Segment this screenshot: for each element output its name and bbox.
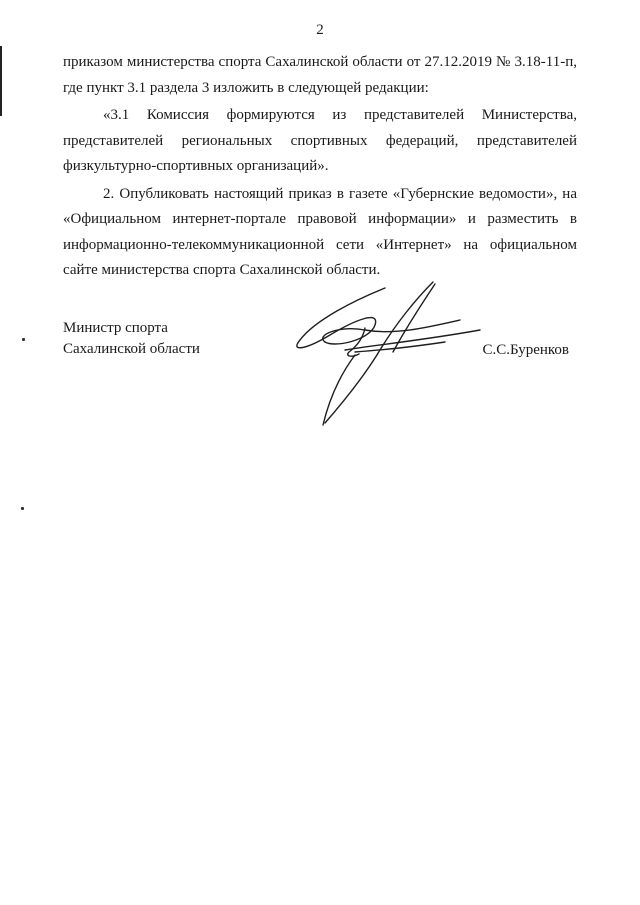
paragraph-publication-order: 2. Опубликовать настоящий приказ в газете «Губернские ведомости», на «Официальном интернет-портале правовой информации» и разместить в информационно-телекоммуникационной сети «Интернет» на официальном сайте министерства спорта Сахалинской области. <box>63 185 577 278</box>
signer-title <box>63 318 200 360</box>
signature-block <box>63 318 577 438</box>
scan-speck <box>22 338 25 341</box>
signer-name: С.С.Буренков <box>482 342 569 358</box>
scan-margin-mark <box>0 46 2 116</box>
handwritten-signature <box>285 280 485 430</box>
paragraph-quoted-clause: «3.1 Комиссия формируются из представителей Министерства, представителей региональных спортивных федераций, представителей физкультурно-спортивных организаций». <box>63 107 577 174</box>
page-number: 2 <box>316 22 324 38</box>
paragraph-continuation: приказом министерства спорта Сахалинской области от 27.12.2019 № 3.18-11-п, где пункт 3.1 раздела 3 изложить в следующей редакции: <box>63 54 577 96</box>
signer-title-line-2: Сахалинской области <box>63 341 200 357</box>
signer-title-line-1: Министр спорта <box>63 320 168 336</box>
scan-speck <box>21 507 24 510</box>
document-body <box>63 50 577 284</box>
